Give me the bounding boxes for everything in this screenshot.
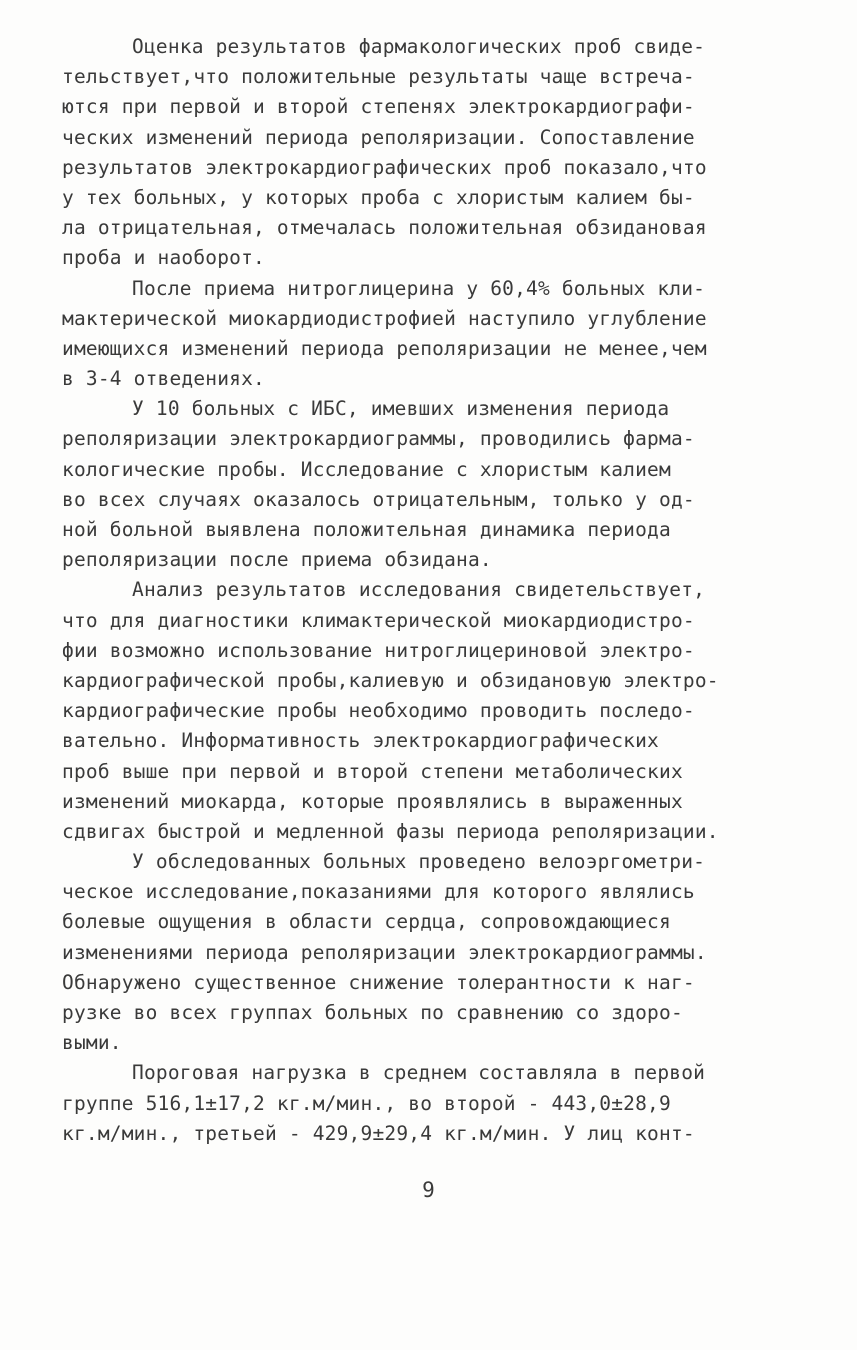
text-line: во всех случаях оказалось отрицательным, только у од-: [62, 487, 695, 511]
text-line: изменениями периода реполяризации электрокардиограммы.: [62, 940, 707, 964]
text-line: у тех больных, у которых проба с хлористым калием бы-: [62, 185, 695, 209]
text-line: мактерической миокардиодистрофией наступило углубление: [62, 306, 707, 330]
text-line: фии возможно использование нитроглицериновой электро-: [62, 638, 695, 662]
text-line: сдвигах быстрой и медленной фазы периода реполяризации.: [62, 819, 719, 843]
text-line: Оценка результатов фармакологических проб свиде-: [132, 35, 706, 58]
text-line: кг.м/мин., третьей - 429,9±29,4 кг.м/мин. У лиц конт-: [62, 1121, 695, 1145]
text-line: выми.: [62, 1031, 122, 1055]
text-line: реполяризации после приема обзидана.: [62, 548, 492, 572]
text-line: проба и наоборот.: [62, 246, 265, 270]
text-line: проб выше при первой и второй степени метаболических: [62, 759, 683, 783]
text-line: У обследованных больных проведено велоэргометри-: [132, 850, 706, 874]
text-line: в 3-4 отведениях.: [62, 367, 265, 391]
text-line: После приема нитроглицерина у 60,4% больных кли-: [132, 276, 706, 300]
text-line: рузке во всех группах больных по сравнению со здоро-: [62, 1001, 683, 1024]
text-line: кардиографические пробы необходимо проводить последо-: [62, 699, 695, 723]
text-line: ной больной выявлена положительная динамика периода: [62, 518, 671, 541]
page-number: 9: [422, 1178, 435, 1202]
text-line: ческое исследование,показаниями для которого являлись: [62, 880, 695, 904]
text-line: группе 516,1±17,2 кг.м/мин., во второй - 443,0±28,9: [62, 1091, 671, 1115]
text-line: болевые ощущения в области сердца, сопровождающиеся: [62, 910, 671, 934]
text-line: Пороговая нагрузка в среднем составляла в первой: [132, 1061, 706, 1085]
text-line: Обнаружено существенное снижение толерантности к наг-: [62, 970, 695, 994]
text-line: реполяризации электрокардиограммы, проводились фарма-: [62, 427, 695, 451]
text-line: ются при первой и второй степенях электрокардиографи-: [62, 95, 695, 119]
document-body: [62, 32, 822, 1149]
text-line: результатов электрокардиографических проб показало,что: [62, 155, 707, 179]
text-line: ла отрицательная, отмечалась положительная обзидановая: [62, 216, 707, 240]
text-line: что для диагностики климактерической миокардиодистро-: [62, 608, 695, 632]
text-line: ческих изменений периода реполяризации. Сопоставление: [62, 125, 695, 149]
text-line: кологические пробы. Исследование с хлористым калием: [62, 457, 671, 481]
text-line: вательно. Информативность электрокардиографических: [62, 729, 659, 753]
text-line: Анализ результатов исследования свидетельствует,: [132, 578, 706, 602]
text-line: изменений миокарда, которые проявлялись в выраженных: [62, 789, 683, 813]
text-line: У 10 больных с ИБС, имевших изменения периода: [132, 397, 670, 421]
text-line: кардиографической пробы,калиевую и обзидановую электро-: [62, 668, 719, 692]
text-line: имеющихся изменений периода реполяризации не менее,чем: [62, 336, 707, 360]
text-line: тельствует,что положительные результаты чаще встреча-: [62, 65, 695, 89]
